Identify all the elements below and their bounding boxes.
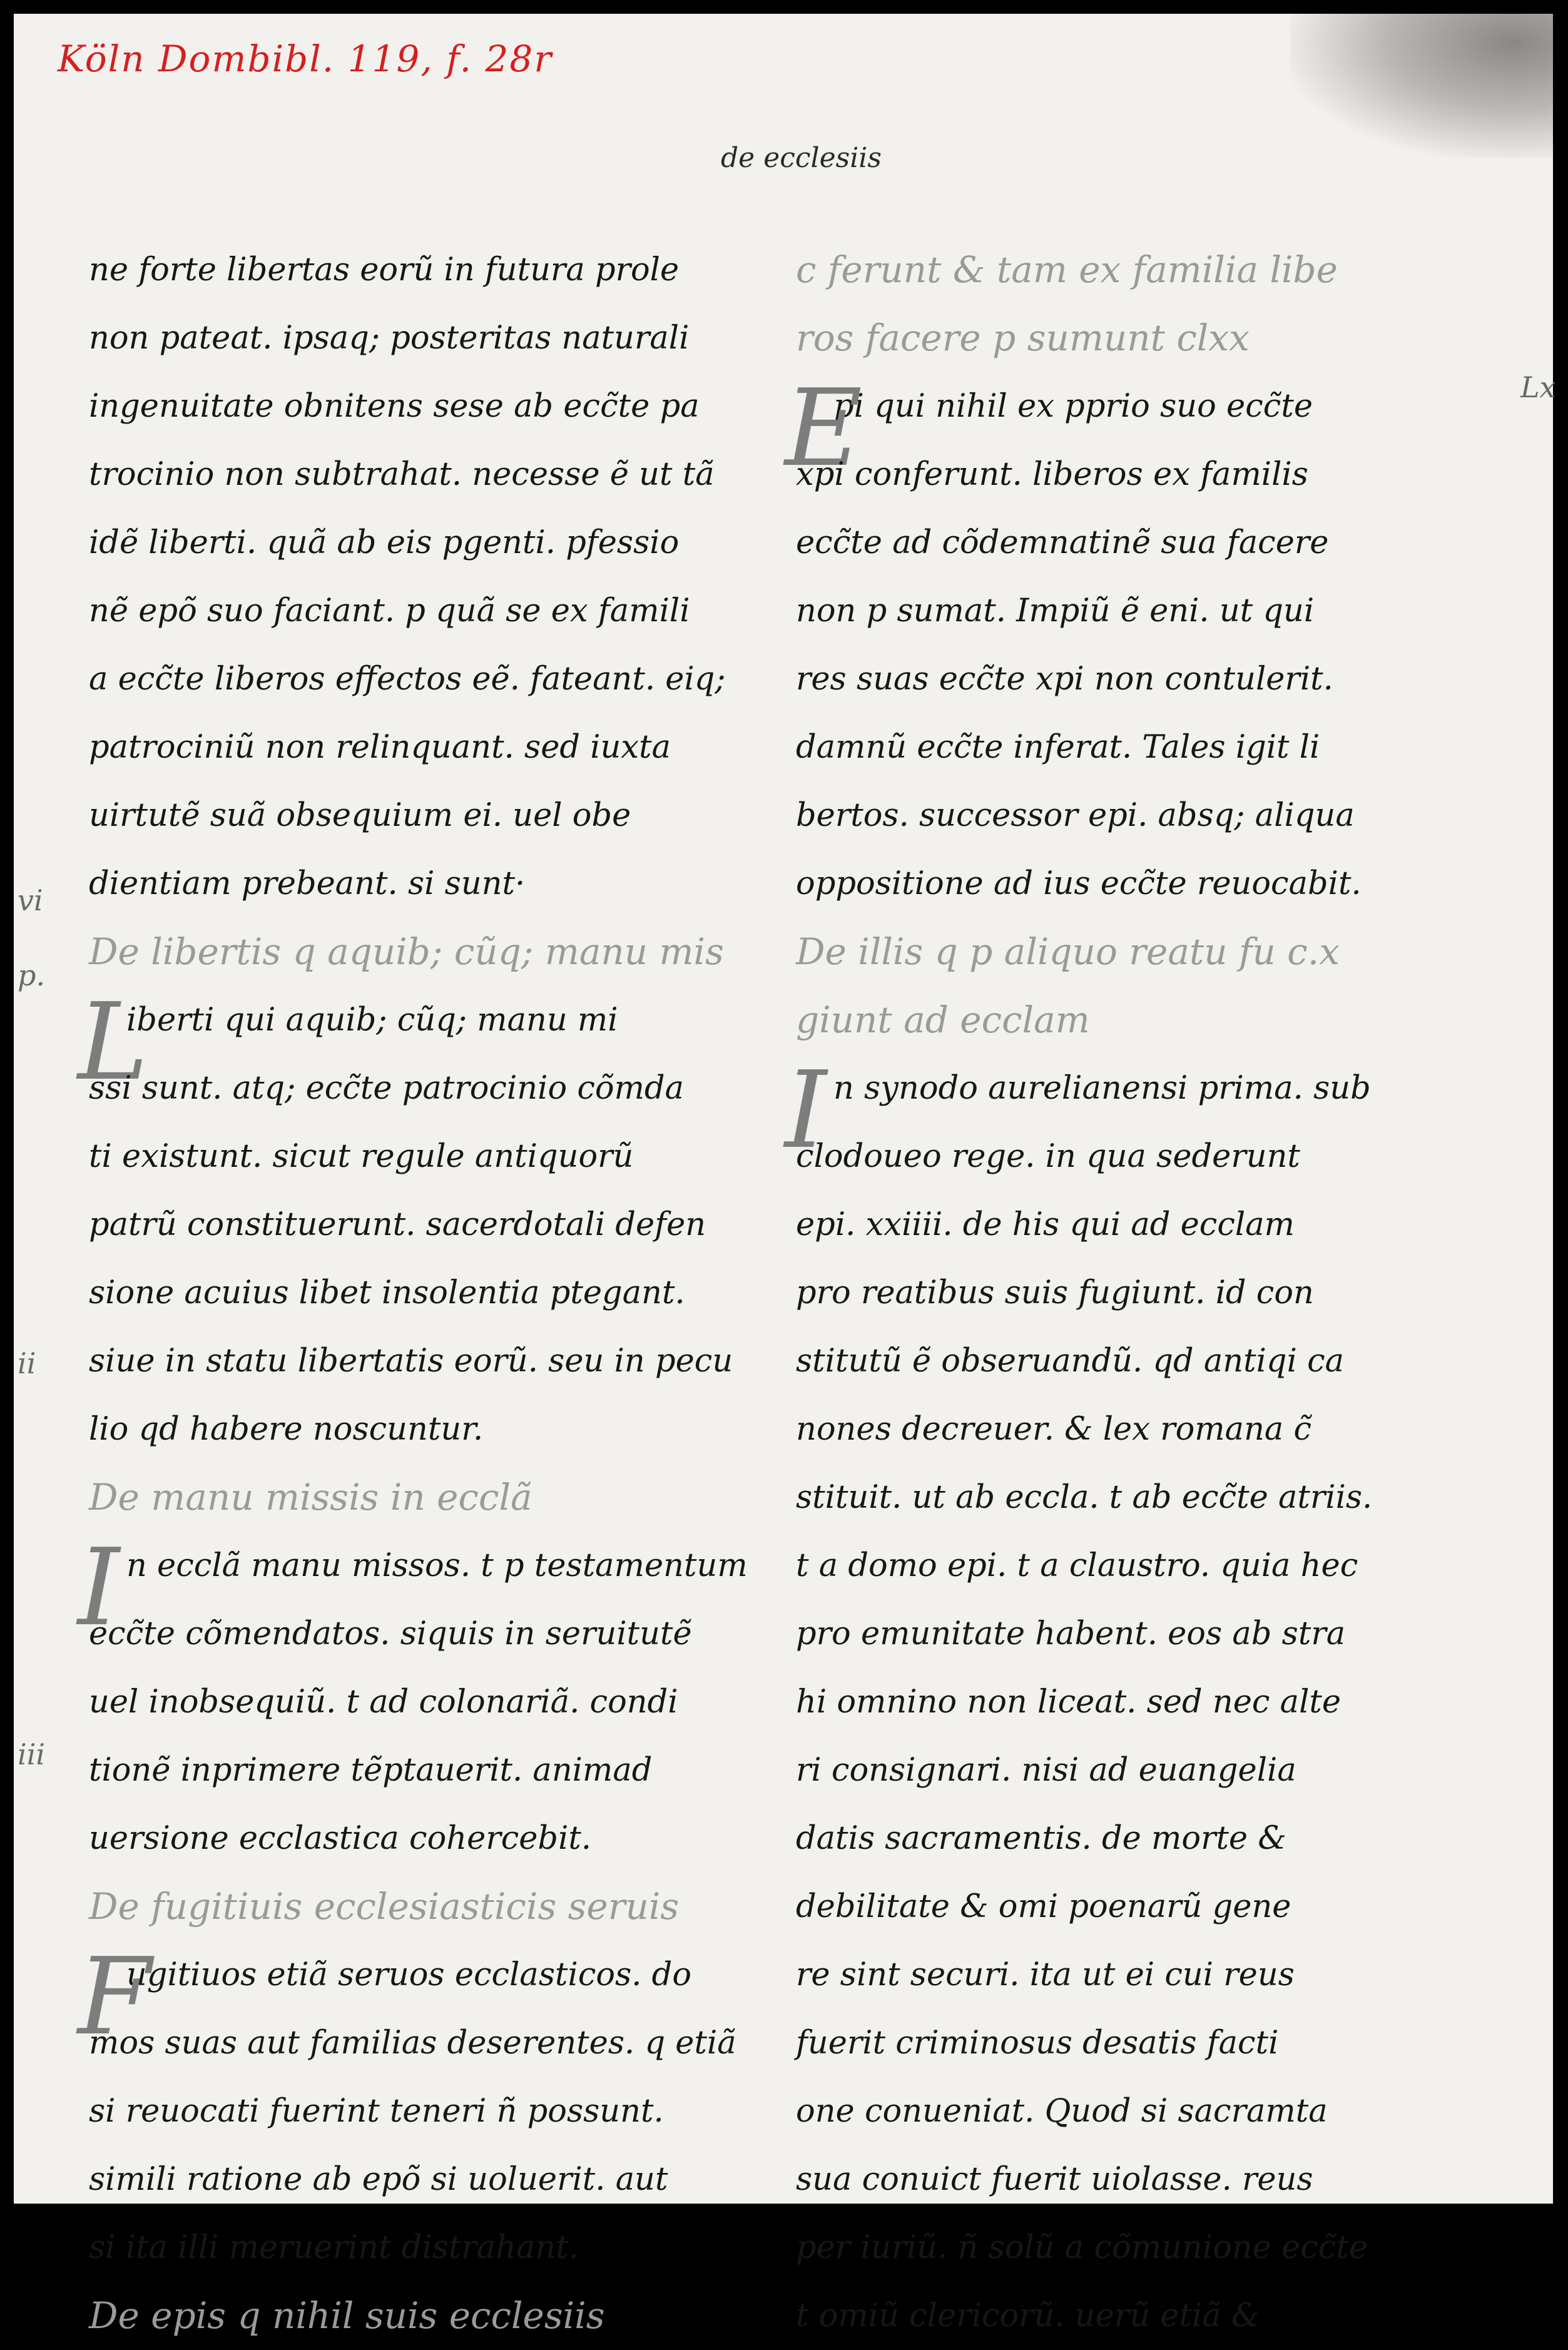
text-line [796,2282,1547,2350]
text-line [89,2009,796,2077]
rubric-line [89,1873,796,1941]
line-text: ecc̃te ad cõdemnatinẽ sua facere [796,524,1329,561]
line-text: ne forte libertas eorũ in futura prole [89,252,680,288]
text-line [796,2214,1547,2282]
line-text: tionẽ inprimere tẽptauerit. animad [89,1752,653,1789]
margin-mark: p. [18,959,46,992]
right-column [785,236,1547,2350]
line-text: ecc̃te cõmendatos. siquis in seruitutẽ [89,1615,692,1652]
margin-mark: iii [18,1737,46,1771]
text-line [796,1463,1547,1532]
line-text: hi omnino non liceat. sed nec alte [796,1684,1341,1721]
line-text: xpi conferunt. liberos ex familis [796,456,1308,493]
text-line [796,509,1547,577]
text-line [796,2145,1547,2214]
rubric-line [89,1463,796,1532]
text-line [89,372,796,440]
line-text: t omiũ clericorũ. uerũ etiã & [796,2297,1260,2334]
initial-letter: E [785,367,863,491]
margin-mark: ii [18,1346,36,1380]
text-line [89,713,796,781]
line-text: clodoueo rege. in qua sederunt [796,1138,1300,1175]
rubric-line [89,918,796,986]
line-text: ingenuitate obnitens sese ab ecc̃te pa [89,388,700,425]
line-text: si ita illi meruerint distrahant. [89,2229,579,2266]
text-line [89,1122,796,1191]
line-text: si reuocati fuerint teneri ñ possunt. [89,2093,664,2130]
text-line [89,236,796,304]
text-line [796,1259,1547,1327]
line-text: per iuriũ. ñ solũ a cõmunione ecc̃te [796,2229,1368,2266]
rubric-line [796,986,1547,1054]
initial-letter: F [78,1935,151,2059]
line-text: pro reatibus suis fugiunt. id con [796,1274,1314,1311]
line-text: epi. xxiiii. de his qui ad ecclam [796,1206,1295,1243]
rubric-line [89,2282,796,2350]
line-text: De illis q p aliquo reatu fu c.x [796,930,1340,973]
line-text: De fugitiuis ecclesiasticis seruis [89,1885,680,1928]
text-line [796,1736,1547,1804]
left-column [78,236,796,2350]
line-text: datis sacramentis. de morte & [796,1820,1286,1857]
initial-letter: I [785,1049,827,1172]
text-line [89,781,796,850]
rubric-line [796,918,1547,986]
text-line [89,1804,796,1873]
text-line [796,781,1547,850]
text-line [89,509,796,577]
text-line [796,440,1547,509]
line-text: re sint securi. ita ut ei cui reus [796,1956,1295,1993]
line-text: iberti qui aquib; cũq; manu mi [126,1002,618,1039]
rubric-line [796,304,1547,372]
text-line [89,1668,796,1736]
line-text: ugitiuos etiã seruos ecclasticos. do [126,1956,692,1993]
line-text: patrũ constituerunt. sacerdotali defen [89,1206,706,1243]
line-text: non pateat. ipsaq; posteritas naturali [89,320,690,357]
text-line [89,2077,796,2145]
line-text: ri consignari. nisi ad euangelia [796,1752,1296,1789]
text-line [796,713,1547,781]
line-text: ssi sunt. atq; ecc̃te patrocinio cõmda [89,1070,685,1107]
text-line [89,304,796,372]
running-head: de ecclesiis [721,142,882,174]
line-text: stitutũ ẽ obseruandũ. qd antiqi ca [796,1343,1345,1380]
red-annotation: Köln Dombibl. 119, f. 28r [58,38,553,80]
line-text: a ecc̃te liberos effectos eẽ. fateant. eiq; [89,661,726,698]
line-text: giunt ad ecclam [796,999,1090,1041]
text-line [796,1327,1547,1395]
line-text: lio qd habere noscuntur. [89,1411,484,1448]
line-text: simili ratione ab epõ si uoluerit. aut [89,2161,668,2198]
text-line [89,1327,796,1395]
line-text: n ecclã manu missos. t p testamentum [126,1547,748,1584]
line-text: debilitate & omi poenarũ gene [796,1888,1291,1925]
line-text: stituit. ut ab eccla. t ab ecc̃te atriis. [796,1479,1373,1516]
line-text: patrociniũ non relinquant. sed iuxta [89,729,671,766]
text-line [89,1395,796,1463]
text-line [89,1600,796,1668]
line-text: c ferunt & tam ex familia libe [796,248,1338,291]
line-text: non p sumat. Impiũ ẽ eni. ut qui [796,593,1315,629]
line-text: pi qui nihil ex pprio suo ecc̃te [833,388,1313,425]
text-line [796,1532,1547,1600]
text-line [89,1259,796,1327]
text-line [89,850,796,918]
text-line [89,2145,796,2214]
line-text: siue in statu libertatis eorũ. seu in pecu [89,1343,733,1380]
text-line [796,1804,1547,1873]
text-line [89,2214,796,2282]
line-text: res suas ecc̃te xpi non contulerit. [796,661,1333,698]
text-line [796,645,1547,713]
line-text: n synodo aurelianensi prima. sub [833,1070,1371,1107]
text-line [89,1736,796,1804]
rubric-line [796,236,1547,304]
line-text: uersione ecclastica cohercebit. [89,1820,592,1857]
line-text: oppositione ad ius ecc̃te reuocabit. [796,865,1362,902]
text-line [796,2077,1547,2145]
text-line [796,2009,1547,2077]
line-text: trocinio non subtrahat. necesse ẽ ut tã [89,456,715,493]
line-text: sione acuius libet insolentia ptegant. [89,1274,685,1311]
text-line [796,577,1547,645]
initial-letter: L [78,980,148,1104]
line-text: De libertis q aquib; cũq; manu mis [89,930,724,973]
line-text: one conueniat. Quod si sacramta [796,2093,1328,2130]
text-line [796,1600,1547,1668]
line-text: ti existunt. sicut regule antiquorũ [89,1138,634,1175]
initial-letter: I [78,1526,120,1650]
line-text: uirtutẽ suã obsequium ei. uel obe [89,797,631,834]
line-text: De epis q nihil suis ecclesiis [89,2294,605,2337]
manuscript-page [14,14,1556,2337]
text-line [796,1395,1547,1463]
line-text: nẽ epõ suo faciant. p quã se ex famili [89,593,690,629]
text-line [796,1191,1547,1259]
page-shadow [1290,14,1553,158]
line-text: nones decreuer. & lex romana c̃ [796,1411,1312,1448]
line-text: pro emunitate habent. eos ab stra [796,1615,1346,1652]
line-text: sua conuict fuerit uiolasse. reus [796,2161,1313,2198]
text-line [89,577,796,645]
line-text: idẽ liberti. quã ab eis pgenti. pfessio [89,524,680,561]
line-text: De manu missis in ecclã [89,1476,532,1518]
text-line [796,1668,1547,1736]
line-text: bertos. successor epi. absq; aliqua [796,797,1355,834]
line-text: dientiam prebeant. si sunt· [89,865,526,902]
line-text: uel inobsequiũ. t ad colonariã. condi [89,1684,678,1721]
text-line [796,1941,1547,2009]
text-line [89,1191,796,1259]
line-text: t a domo epi. t a claustro. quia hec [796,1547,1358,1584]
line-text: mos suas aut familias deserentes. q etiã [89,2025,736,2062]
line-text: damnũ ecc̃te inferat. Tales igit li [796,729,1320,766]
text-line [796,1122,1547,1191]
text-line [89,645,796,713]
text-line [796,1873,1547,1941]
margin-mark: Lx [1520,370,1556,404]
text-line [89,440,796,509]
text-line [796,850,1547,918]
line-text: fuerit criminosus desatis facti [796,2025,1279,2062]
text-line [89,1054,796,1122]
margin-mark: vi [18,883,43,917]
line-text: ros facere p sumunt clxx [796,317,1250,359]
